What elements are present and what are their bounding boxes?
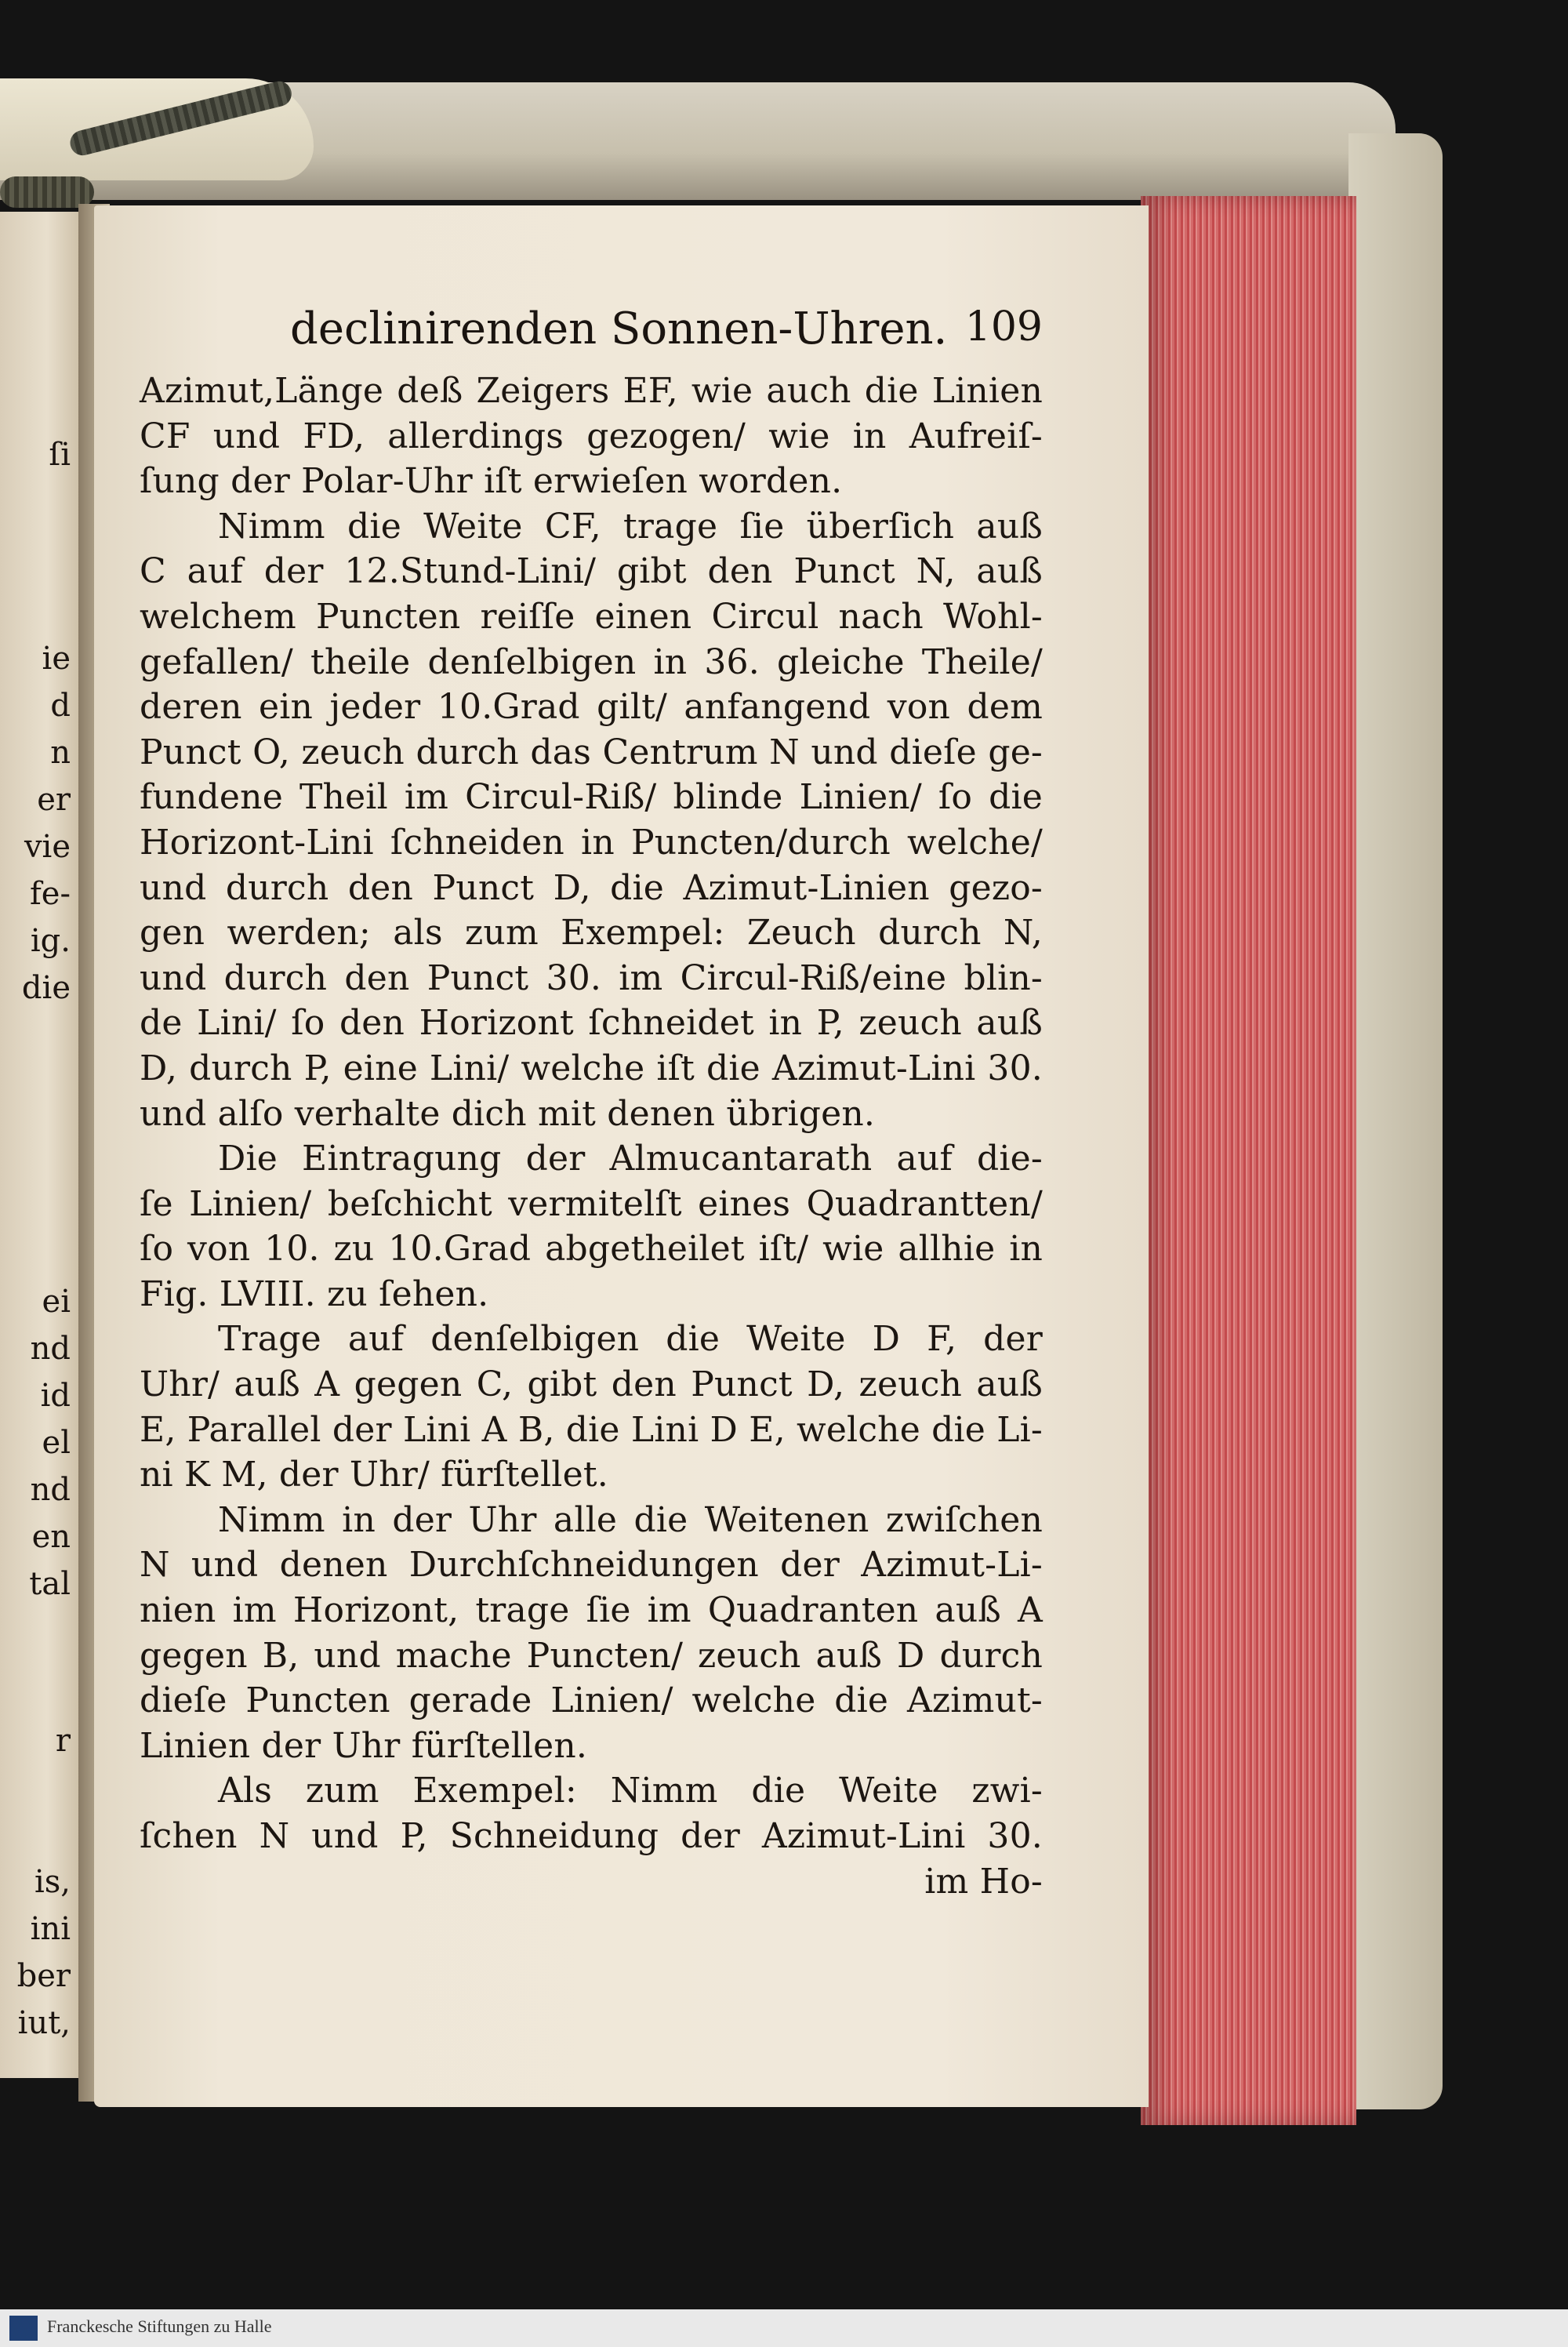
text-line: C auf der 12.Stund-Lini/ gibt den Punct N, auß — [140, 551, 1043, 592]
left-page-fragment: ei — [42, 1284, 71, 1320]
text-line: Punct O, zeuch durch das Centrum N und dieſe ge- — [140, 732, 1043, 772]
text-line: Die Eintragung der Almucantarath auf die- — [218, 1139, 1043, 1179]
text-line: Linien der Uhr fürſtellen. — [140, 1725, 588, 1766]
body-text — [140, 369, 1043, 1904]
text-line: gen werden; als zum Exempel: Zeuch durch N, — [140, 913, 1043, 954]
left-page — [0, 212, 78, 2078]
left-page-fragment: el — [42, 1425, 71, 1461]
text-line: Nimm in der Uhr alle die Weitenen zwiſchen — [218, 1499, 1043, 1540]
left-page-fragment: iut, — [17, 2005, 71, 2041]
left-page-fragment: ini — [30, 1911, 71, 1947]
text-line: ſo von 10. zu 10.Grad abgetheilet iſt/ wie allhie in — [140, 1229, 1043, 1270]
text-line: deren ein jeder 10.Grad gilt/ anfangend von dem — [140, 687, 1043, 728]
left-page-fragment: fe- — [30, 876, 71, 912]
text-line: Trage auf denſelbigen die Weite D F, der — [218, 1319, 1043, 1360]
footer-bar — [0, 2309, 1568, 2347]
text-line: fundene Theil im Circul-Riß/ blinde Linien/ ſo die — [140, 777, 1043, 818]
text-line: Uhr/ auß A gegen C, gibt den Punct D, zeuch auß — [140, 1364, 1043, 1405]
book-cover-right — [1348, 133, 1443, 2109]
left-page-fragment: nd — [30, 1331, 71, 1367]
page-header — [290, 303, 1043, 358]
left-page-fragment: d — [50, 688, 71, 724]
text-line: ſung der Polar-Uhr iſt erwieſen worden. — [140, 461, 843, 502]
page-number: 109 — [964, 303, 1043, 351]
left-page-fragment: en — [31, 1519, 71, 1555]
text-line: welchem Puncten reiſſe einen Circul nach Wohl- — [140, 596, 1043, 637]
running-title: declinirenden Sonnen-Uhren. — [290, 303, 948, 354]
text-line: CF und FD, allerdings gezogen/ wie in Aufreiſ- — [140, 416, 1043, 456]
left-page-fragment: n — [50, 735, 71, 771]
left-page-fragment: die — [21, 970, 71, 1006]
text-line: ni K M, der Uhr/ fürſtellet. — [140, 1455, 608, 1495]
left-page-fragment: ie — [42, 641, 71, 677]
bookmark-ribbon-end — [0, 176, 94, 208]
text-line: dieſe Puncten gerade Linien/ welche die Azimut- — [140, 1680, 1043, 1721]
text-line: Als zum Exempel: Nimm die Weite zwi- — [218, 1771, 1043, 1811]
text-line: Fig. LVIII. zu ſehen. — [140, 1273, 489, 1314]
text-line: und durch den Punct D, die Azimut-Linien gezo- — [140, 867, 1043, 908]
left-page-fragment: r — [55, 1723, 71, 1759]
left-page-fragment: ig. — [30, 923, 71, 959]
text-line: ſchen N und P, Schneidung der Azimut-Lini 30. — [140, 1816, 1043, 1856]
left-page-fragment: ſi — [49, 437, 71, 473]
text-line: und alſo verhalte dich mit denen übrigen. — [140, 1093, 876, 1134]
text-line: de Lini/ ſo den Horizont ſchneidet in P, zeuch auß — [140, 1003, 1043, 1044]
text-line: Horizont-Lini ſchneiden in Puncten/durch welche/ — [140, 822, 1043, 863]
text-line: E, Parallel der Lini A B, die Lini D E, welche die Li- — [140, 1409, 1043, 1450]
left-page-fragment: er — [37, 782, 71, 818]
left-page-fragment: vie — [24, 829, 71, 865]
text-line: nien im Horizont, trage ſie im Quadranten auß A — [140, 1590, 1043, 1631]
left-page-fragment: tal — [29, 1566, 71, 1602]
left-page-fragment: ber — [16, 1958, 71, 1994]
red-page-edge — [1141, 196, 1356, 2125]
footer-credit: Franckesche Stiftungen zu Halle — [47, 2316, 272, 2336]
text-line: Azimut,Länge deß Zeigers EF, wie auch die Linien — [140, 371, 1043, 411]
left-page-fragment: id — [40, 1378, 71, 1414]
catchword: im Ho- — [924, 1861, 1043, 1902]
left-page-fragment: is, — [34, 1864, 71, 1900]
text-line: gegen B, und mache Puncten/ zeuch auß D durch — [140, 1635, 1043, 1676]
text-line: ſe Linien/ beſchicht vermitelſt eines Quadrantten/ — [140, 1183, 1043, 1224]
text-line: und durch den Punct 30. im Circul-Riß/eine blin- — [140, 957, 1043, 998]
text-line: Nimm die Weite CF, trage ſie überſich auß — [218, 506, 1043, 547]
text-line: D, durch P, eine Lini/ welche iſt die Azimut-Lini 30. — [140, 1048, 1043, 1088]
institution-logo-icon — [9, 2316, 38, 2341]
left-page-fragment: nd — [30, 1472, 71, 1508]
text-line: N und denen Durchſchneidungen der Azimut-Li- — [140, 1545, 1043, 1586]
text-line: gefallen/ theile denſelbigen in 36. gleiche Theile/ — [140, 641, 1043, 682]
